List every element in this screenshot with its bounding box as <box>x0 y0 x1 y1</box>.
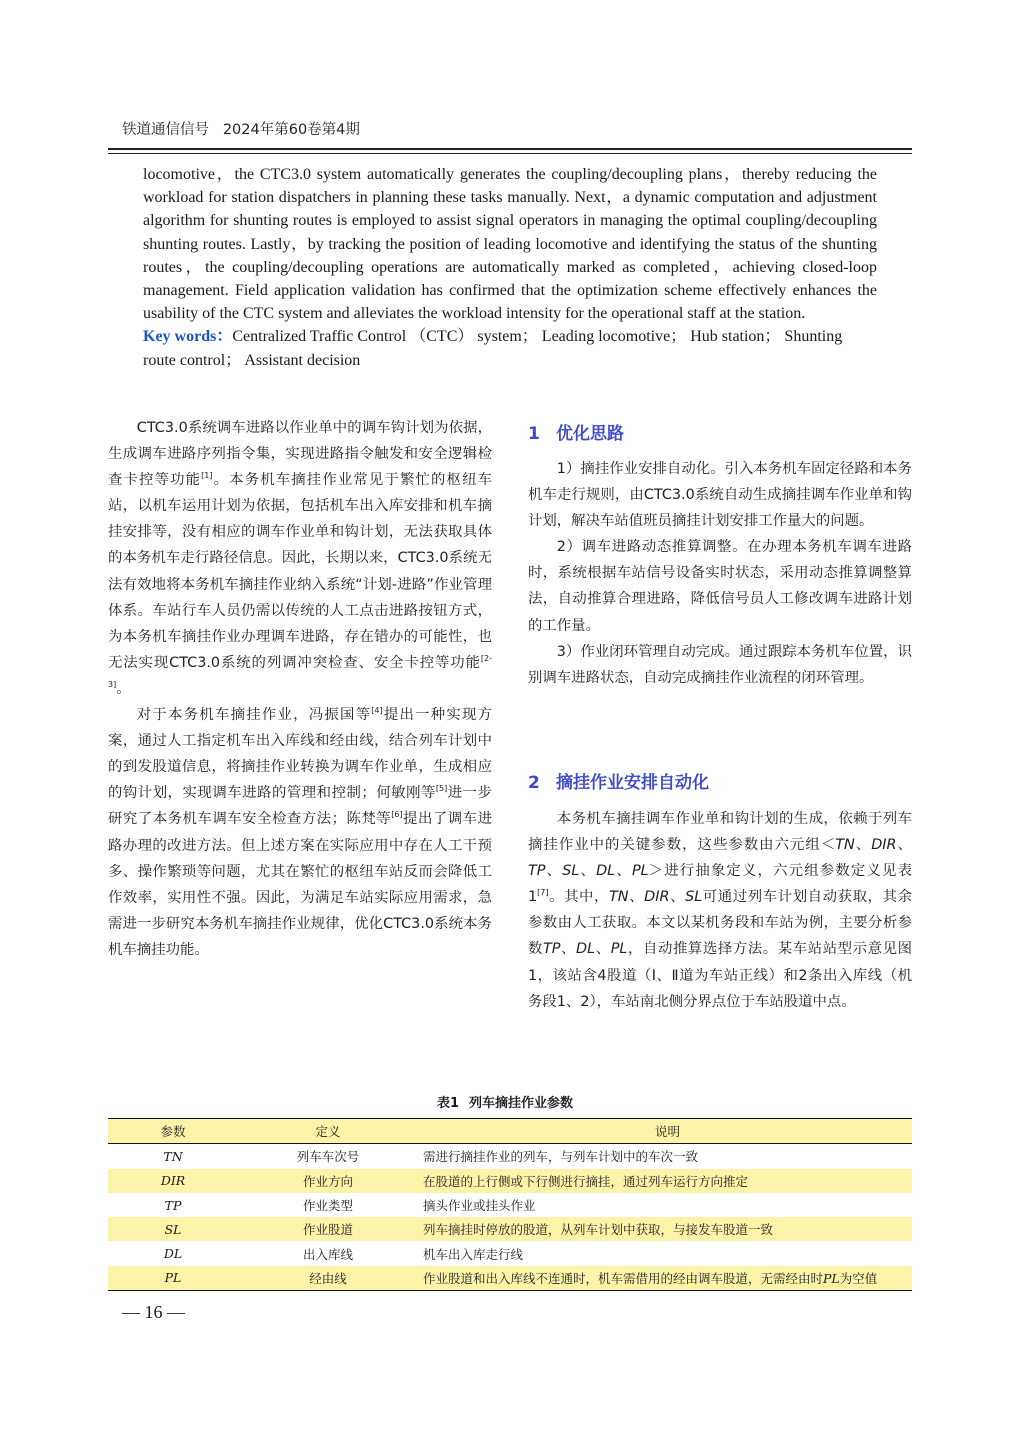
table-row <box>108 1217 912 1241</box>
journal-name: 铁道通信信号 <box>122 122 209 138</box>
keywords-label: Key words： <box>143 328 233 346</box>
section-2-heading <box>528 768 709 793</box>
left-column <box>108 415 492 963</box>
citation: [2-3] <box>108 653 492 689</box>
list-item: 1）摘挂作业安排自动化。引入本务机车固定径路和本务机车走行规则，由CTC3.0系统自动生成摘挂调车作业单和钩计划，解决车站值班员摘挂计划安排工作量大的问题。 <box>528 461 912 530</box>
column-header: 说明 <box>654 1124 680 1140</box>
citation: [5] <box>435 784 448 794</box>
list-item: 3）作业闭环管理自动完成。通过跟踪本务机车位置，识别调车进路状态，自动完成摘挂作业流程的闭环管理。 <box>528 643 912 686</box>
table-row <box>108 1169 912 1193</box>
table-row <box>108 1241 912 1265</box>
issue-info: 2024年第60卷第4期 <box>222 122 360 138</box>
param-cell: SL <box>164 1221 182 1237</box>
description-cell: 在股道的上行侧或下行侧进行摘挂，通过列车运行方向推定 <box>423 1173 749 1189</box>
table-row <box>108 1144 912 1169</box>
description-cell: 摘头作业或挂头作业 <box>423 1198 536 1214</box>
definition-cell: 作业方向 <box>302 1173 353 1189</box>
paragraph: 对于本务机车摘挂作业，冯振国等[4]提出一种实现方案，通过人工指定机车出入库线和经由线，结合列车计划中的到发股道信息，将摘挂作业转换为调车作业单，生成相应的钩计划，实现调车进路的管理和控制；何敏刚等[5]进一步研究了本务机车调车安全检查方法；陈梵等[6]提出了调车进路办理的改进方法。但上述方案在实际应用中存在人工干预多、操作繁琐等问题，尤其在繁忙的枢纽车站反而会降低工作效率，实用性不强。因此，为满足车站实际应用需求，急需进一步研究本务机车摘挂作业规律，优化CTC3.0系统本务机车摘挂功能。 <box>108 706 492 958</box>
definition-cell: 列车车次号 <box>296 1149 360 1165</box>
table-header-row <box>108 1119 912 1144</box>
paragraph: CTC3.0系统调车进路以作业单中的调车钩计划为依据，生成调车进路序列指令集，实现进路指令触发和安全逻辑检查卡控等功能[1]。本务机车摘挂作业常见于繁忙的枢纽车站，以机车运用计划为依据，包括机车出入库安排和机车摘挂安排等，没有相应的调车作业单和钩计划，无法获取具体的本务机车走行路径信息。因此，长期以来，CTC3.0系统无法有效地将本务机车摘挂作业纳入系统“计划-进路”作业管理体系。车站行车人员仍需以传统的人工点击进路按钮方式，为本务机车摘挂作业办理调车进路，存在错办的可能性，也无法实现CTC3.0系统的列调冲突检查、安全卡控等功能[2-3]。 <box>108 420 492 697</box>
definition-cell: 作业类型 <box>302 1198 353 1214</box>
description-cell: 作业股道和出入库线不连通时，机车需借用的经由调车股道，无需经由时PL为空值 <box>423 1270 878 1286</box>
description-cell: 列车摘挂时停放的股道，从列车计划中获取，与接发车股道一致 <box>423 1222 774 1238</box>
parameter-table <box>108 1118 912 1291</box>
running-header <box>122 118 360 139</box>
table-row <box>108 1193 912 1217</box>
param-cell: DIR <box>160 1173 186 1189</box>
section-1-heading <box>528 419 624 444</box>
column-header: 定义 <box>315 1124 341 1140</box>
citation: [1] <box>201 471 213 481</box>
param-cell: PL <box>164 1270 182 1286</box>
section-1-body <box>528 456 912 691</box>
citation: [4] <box>371 706 383 716</box>
definition-cell: 经由线 <box>309 1270 347 1286</box>
page-number: — 16 — <box>122 1302 185 1322</box>
keywords-text: Centralized Traffic Control （CTC） system； Leading locomotive； Hub station； Shunting route control； Assistant decision <box>143 328 843 369</box>
section-title: 摘挂作业安排自动化 <box>556 773 709 793</box>
english-abstract <box>143 163 877 372</box>
citation: [7] <box>537 888 549 898</box>
table-title: 列车摘挂作业参数 <box>469 1096 574 1111</box>
header-rule-thin <box>108 153 912 154</box>
section-number: 2 <box>528 773 540 793</box>
table-number: 表1 <box>436 1096 460 1111</box>
column-header: 参数 <box>160 1124 186 1140</box>
definition-cell: 作业股道 <box>302 1222 353 1238</box>
definition-cell: 出入库线 <box>302 1246 353 1262</box>
table-row <box>108 1266 912 1291</box>
citation: [6] <box>391 810 403 820</box>
table-caption <box>0 1092 1020 1111</box>
list-item: 2）调车进路动态推算调整。在办理本务机车调车进路时，系统根据车站信号设备实时状态，采用动态推算调整算法，自动推算合理进路，降低信号员人工修改调车进路计划的工作量。 <box>528 539 912 634</box>
description-cell: 机车出入库走行线 <box>423 1246 524 1262</box>
param-cell: TN <box>163 1148 183 1164</box>
abstract-text: locomotive，the CTC3.0 system automatically generates the coupling/decoupling plans，thereby reducing the workload for station dispatchers in planning these tasks manually. Next，a dynamic computation and adjustment algorithm for shunting routes is employed to assist signal operators in managing the optimal coupling/decoupling shunting routes. Lastly，by tracking the position of leading locomotive and identifying the status of the shunting routes，the coupling/decoupling operations are automatically marked as completed，achieving closed-loop management. Field application validation has confirmed that the optimization scheme effectively enhances the usability of the CTC system and alleviates the workload intensity for the operational staff at the station. <box>143 166 877 323</box>
param-cell: TP <box>164 1197 182 1213</box>
keywords-line <box>143 325 877 371</box>
section-2-body <box>528 806 912 1015</box>
section-number: 1 <box>528 424 540 444</box>
section-title: 优化思路 <box>556 424 624 444</box>
description-cell: 需进行摘挂作业的列车，与列车计划中的车次一致 <box>423 1149 699 1165</box>
param-cell: DL <box>163 1246 183 1262</box>
paragraph: 本务机车摘挂调车作业单和钩计划的生成，依赖于列车摘挂作业中的关键参数，这些参数由六元组＜TN、DIR、TP、SL、DL、PL＞进行抽象定义，六元组参数定义见表1[7]。其中，TN、DIR、SL可通过列车计划自动获取，其余参数由人工获取。本文以某机务段和车站为例，主要分析参数TP、DL、PL，自动推算选择方法。某车站站型示意见图1，该站含4股道（Ⅰ、Ⅱ道为车站正线）和2条出入库线（机务段1、2），车站南北侧分界点位于车站股道中点。 <box>528 811 912 1010</box>
header-rule-thick <box>108 148 912 150</box>
